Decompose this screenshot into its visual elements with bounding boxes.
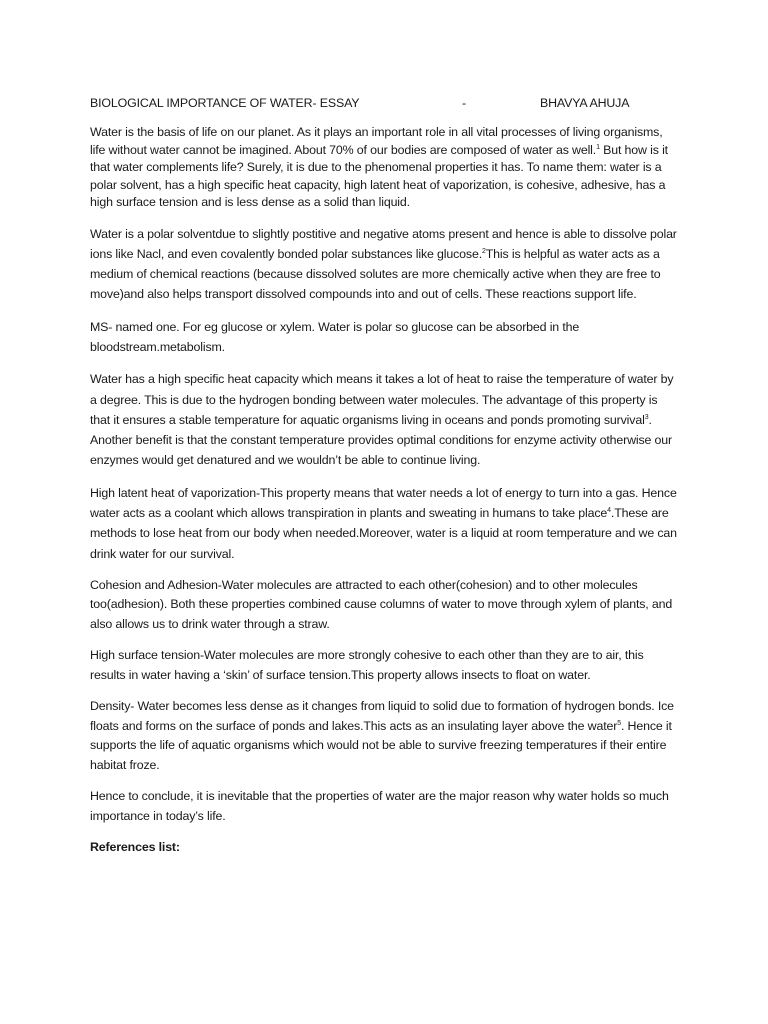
footnote-ref-4: 4 xyxy=(607,507,611,515)
paragraph-conclusion: Hence to conclude, it is inevitable that the properties of water are the major reason why water holds so much importance in today’s life. xyxy=(90,789,669,823)
paragraph-ms-note: MS- named one. For eg glucose or xylem. Water is polar so glucose can be absorbed in the bloodstream.metabolism. xyxy=(90,319,580,354)
paragraph-heat-capacity: Water has a high specific heat capacity which means it takes a lot of heat to raise the temperature of water by a degree. This is due to the hydrogen bonding between water molecules. The advantage of this property is that it ensures a stable temperature for aquatic organisms living in oceans and ponds promoting survival$^3$. Another benefit is that the constant temperature provides optimal conditions for enzyme activity otherwise our enzymes would get denatured and we wouldn’t be able to continue living. xyxy=(90,372,674,468)
footnote-ref-2: 2 xyxy=(482,247,486,255)
footnote-ref-3: 3 xyxy=(644,413,649,421)
footnote-ref-5: 5 xyxy=(617,719,621,727)
paragraph-density: Density- Water becomes less dense as it changes from liquid to solid due to formation of hydrogen bonds. Ice floats and forms on the surface of ponds and lakes.This acts as an insulating layer above the water$^5$. Hence it supports the life of aquatic organisms which would not be able to survive freezing temperatures if their entire habitat froze. xyxy=(90,699,674,772)
essay-title: BIOLOGICAL IMPORTANCE OF WATER- ESSAY xyxy=(90,96,360,110)
paragraph-cohesion-adhesion: Cohesion and Adhesion-Water molecules are attracted to each other(cohesion) and to other molecules too(adhesion). Both these properties combined cause columns of water to move through xylem of plants, and also allows us to drink water through a straw. xyxy=(90,577,673,631)
header-separator: - xyxy=(462,96,466,110)
paragraph-latent-heat: High latent heat of vaporization-This property means that water needs a lot of energy to turn into a gas. Hence water acts as a coolant which allows transpiration in plants and sweating in humans to take place$^4$.These are methods to lose heat from our body when needed.Moreover, water is a liquid at room temperature and we can drink water for our survival. xyxy=(90,485,677,561)
author-name: BHAVYA AHUJA xyxy=(540,96,630,110)
references-heading: References list: xyxy=(90,840,180,855)
essay-body xyxy=(90,95,680,856)
footnote-ref-1: 1 xyxy=(596,143,600,151)
document-header xyxy=(90,95,680,113)
paragraph-intro: Water is the basis of life on our planet. As it plays an important role in all vital processes of living organisms, life without water cannot be imagined. About 70% of our bodies are composed of water as well.$^1$ But how is it that water complements life? Surely, it is due to the phenomenal properties it has. To name them: water is a polar solvent, has a high specific heat capacity, high latent heat of vaporization, is cohesive, adhesive, has a high surface tension and is less dense as a solid than liquid. xyxy=(90,125,668,209)
paragraph-surface-tension: High surface tension-Water molecules are more strongly cohesive to each other than they are to air, this results in water having a ‘skin’ of surface tension.This property allows insects to float on water. xyxy=(90,648,644,682)
paragraph-polar-solvent: Water is a polar solventdue to slightly postitive and negative atoms present and hence is able to dissolve polar ions like Nacl, and even covalently bonded polar substances like glucose.$^2$This is helpful as water acts as a medium of chemical reactions (because dissolved solutes are more chemically active when they are free to move)and also helps transport dissolved compounds into and out of cells. These reactions support life. xyxy=(90,226,677,302)
